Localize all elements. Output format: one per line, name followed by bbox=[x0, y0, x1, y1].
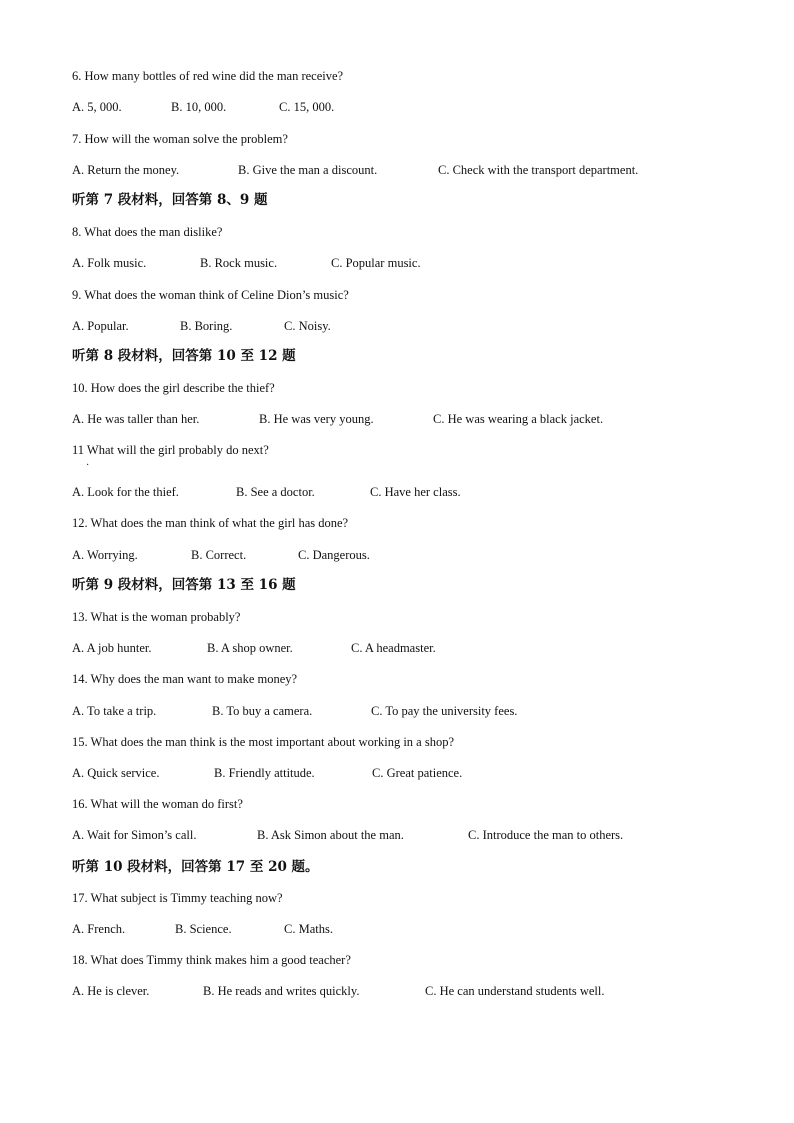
question-8: 8. What does the man dislike? bbox=[72, 225, 223, 239]
option-c: C. Great patience. bbox=[372, 766, 463, 780]
option-a: A. Wait for Simon’s call. bbox=[72, 828, 197, 842]
question-12: 12. What does the man think of what the girl has done? bbox=[72, 516, 349, 530]
question-15: 15. What does the man think is the most important about working in a shop? bbox=[72, 735, 455, 749]
option-a: A. Folk music. bbox=[72, 256, 147, 270]
question-18: 18. What does Timmy think makes him a good teacher? bbox=[72, 953, 351, 967]
options-17 bbox=[72, 921, 333, 937]
options-11 bbox=[72, 484, 461, 500]
options-15 bbox=[72, 765, 462, 781]
option-b: B. Rock music. bbox=[200, 256, 278, 270]
option-a: A. Popular. bbox=[72, 319, 129, 333]
option-b: B. He was very young. bbox=[259, 412, 374, 426]
option-b: B. 10, 000. bbox=[171, 100, 227, 114]
option-b: B. Science. bbox=[175, 922, 232, 936]
option-c: C. Have her class. bbox=[370, 485, 461, 499]
option-a: A. Quick service. bbox=[72, 766, 160, 780]
options-10 bbox=[72, 411, 603, 427]
option-a: A. 5, 000. bbox=[72, 100, 122, 114]
option-c: C. Maths. bbox=[284, 922, 333, 936]
question-9: 9. What does the woman think of Celine Dion’s music? bbox=[72, 288, 349, 302]
option-b: B. See a doctor. bbox=[236, 485, 315, 499]
question-10: 10. How does the girl describe the thief? bbox=[72, 381, 275, 395]
option-c: C. Noisy. bbox=[284, 319, 331, 333]
option-b: B. Give the man a discount. bbox=[238, 163, 378, 177]
option-a: A. He was taller than her. bbox=[72, 412, 200, 426]
option-b: B. He reads and writes quickly. bbox=[203, 984, 360, 998]
options-13 bbox=[72, 640, 436, 656]
question-11: 11 What will the girl probably do next? bbox=[72, 443, 269, 457]
option-c: C. Popular music. bbox=[331, 256, 421, 270]
options-9 bbox=[72, 318, 331, 334]
options-12 bbox=[72, 547, 370, 563]
option-a: A. Return the money. bbox=[72, 163, 180, 177]
question-7: 7. How will the woman solve the problem? bbox=[72, 132, 288, 146]
options-8 bbox=[72, 255, 421, 271]
option-c: C. Introduce the man to others. bbox=[468, 828, 624, 842]
option-c: C. He was wearing a black jacket. bbox=[433, 412, 604, 426]
options-7 bbox=[72, 162, 638, 178]
option-a: A. He is clever. bbox=[72, 984, 150, 998]
option-b: B. Ask Simon about the man. bbox=[257, 828, 404, 842]
option-b: B. To buy a camera. bbox=[212, 704, 313, 718]
question-16: 16. What will the woman do first? bbox=[72, 797, 243, 811]
option-c: C. A headmaster. bbox=[351, 641, 436, 655]
question-13: 13. What is the woman probably? bbox=[72, 610, 241, 624]
option-c: C. He can understand students well. bbox=[425, 984, 605, 998]
option-b: B. Correct. bbox=[191, 548, 247, 562]
options-16 bbox=[72, 827, 623, 843]
option-a: A. To take a trip. bbox=[72, 704, 157, 718]
options-6 bbox=[72, 99, 334, 115]
stray-dot: · bbox=[86, 460, 90, 471]
question-14: 14. Why does the man want to make money? bbox=[72, 672, 298, 686]
option-a: A. A job hunter. bbox=[72, 641, 152, 655]
section-heading-9: 听第 9 段材料，回答第 13 至 16 题 bbox=[72, 577, 296, 593]
option-b: B. Friendly attitude. bbox=[214, 766, 315, 780]
question-6: 6. How many bottles of red wine did the man receive? bbox=[72, 69, 344, 83]
option-c: C. Dangerous. bbox=[298, 548, 370, 562]
option-c: C. To pay the university fees. bbox=[371, 704, 518, 718]
section-heading-10: 听第 10 段材料，回答第 17 至 20 题。 bbox=[72, 859, 319, 875]
option-a: A. Look for the thief. bbox=[72, 485, 179, 499]
option-c: C. Check with the transport department. bbox=[438, 163, 639, 177]
options-18 bbox=[72, 983, 604, 999]
section-heading-7: 听第 7 段材料，回答第 8、9 题 bbox=[72, 192, 268, 208]
options-14 bbox=[72, 703, 517, 719]
option-b: B. Boring. bbox=[180, 319, 233, 333]
question-17: 17. What subject is Timmy teaching now? bbox=[72, 891, 283, 905]
option-a: A. French. bbox=[72, 922, 126, 936]
option-b: B. A shop owner. bbox=[207, 641, 293, 655]
option-c: C. 15, 000. bbox=[279, 100, 335, 114]
option-a: A. Worrying. bbox=[72, 548, 138, 562]
section-heading-8: 听第 8 段材料，回答第 10 至 12 题 bbox=[72, 348, 296, 364]
